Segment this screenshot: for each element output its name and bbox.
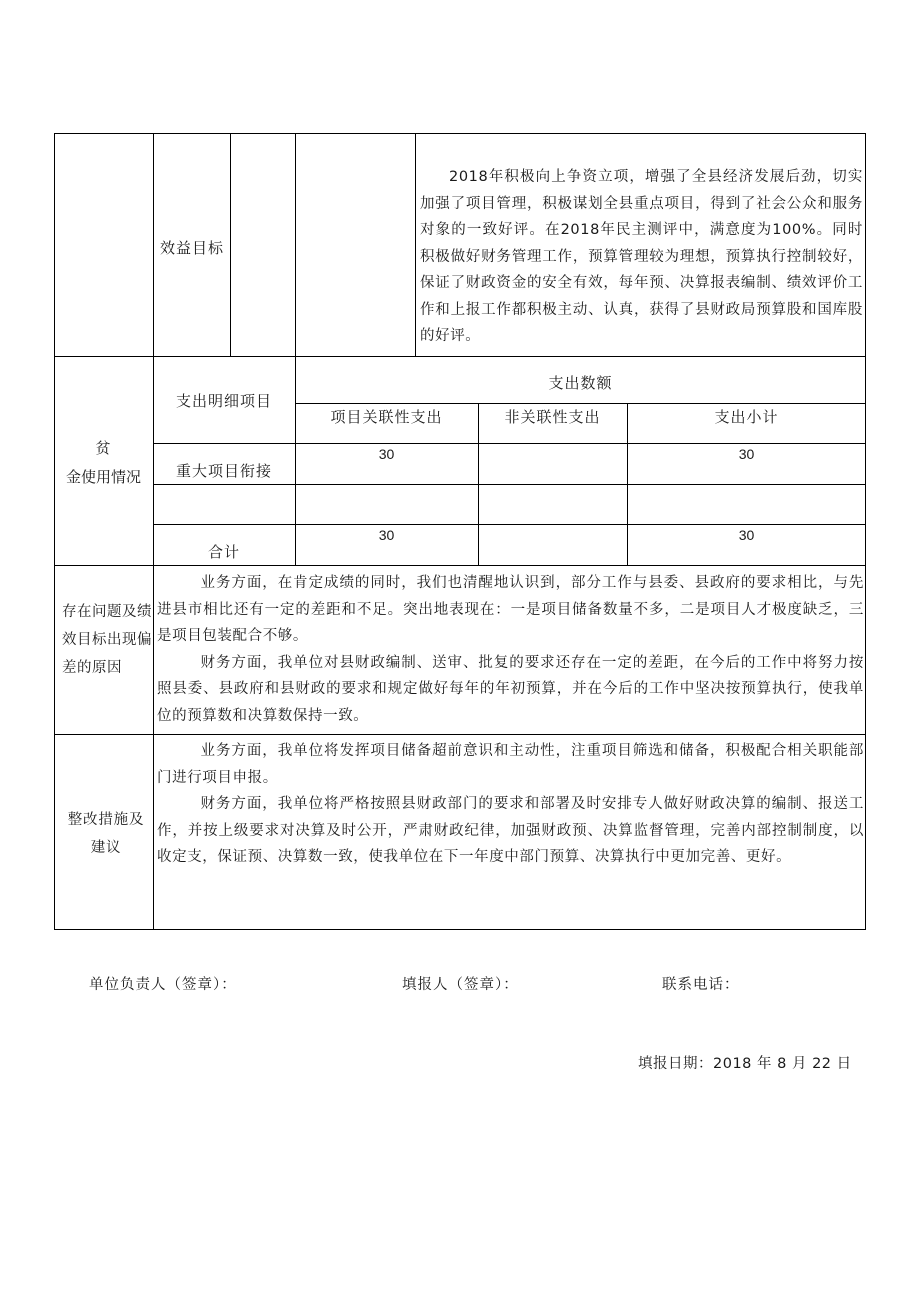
row-related: 30 [378,446,395,462]
funds-label-line1: 贫 [95,439,112,457]
detail-header: 支出明细项目 [175,392,272,410]
rule-bottom [54,929,866,930]
amount-header: 支出数额 [548,374,613,392]
rule-top [54,133,866,134]
problems-text [157,570,864,729]
row-related: 30 [378,527,395,543]
measures-paragraph-1: 业务方面，我单位将发挥项目储备超前意识和主动性，注重项目筛选和储备，积极配合相关职能部门进行项目申报。 [157,743,864,786]
col-unrelated-header: 非关联性支出 [504,408,601,426]
rule-funds-header-bottom [153,443,866,444]
filler-signature: 填报人（签章）： [402,977,519,993]
contact-phone: 联系电话： [662,977,740,993]
rule-benefit-v1 [230,133,231,356]
problems-label: 存在问题及绩效目标出现偏差的原因 [62,604,152,676]
rule-label-col [153,133,154,930]
measures-label: 整改措施及建议 [67,812,145,856]
row-name: 重大项目衔接 [175,462,272,480]
col-subtotal-header: 支出小计 [714,408,779,426]
rule-amount-header-bottom [295,403,866,404]
unit-head-signature: 单位负责人（签章）： [89,977,237,993]
fill-date: 填报日期：2018 年 8 月 22 日 [638,1056,852,1072]
rule-benefit-v3 [415,133,416,356]
row-subtotal: 30 [738,446,755,462]
benefit-label: 效益目标 [160,239,225,257]
measures-paragraph-2: 财务方面，我单位将严格按照县财政部门的要求和部署及时安排专人做好财政决算的编制、报送工作，并按上级要求对决算及时公开，严肃财政纪律，加强财政预、决算监督管理，完善内部控制制度，以收定支，保证预、决算数一致，使我单位在下一年度中部门预算、决算执行中更加完善、更好。 [157,796,864,865]
funds-label-line2: 金使用情况 [65,468,141,486]
rule-benefit-v2 [295,133,296,356]
benefit-text [420,164,863,350]
rule-left [54,133,55,930]
col-related-header: 项目关联性支出 [330,408,443,426]
rule-funds-bottom [54,565,866,566]
benefit-paragraph: 2018年积极向上争资立项，增强了全县经济发展后劲，切实加强了项目管理，积极谋划全县重点项目，得到了社会公众和服务对象的一致好评。在2018年民主测评中，满意度为100%。同时积极做好财务管理工作，预算管理较为理想，预算执行控制较好，保证了财政资金的安全有效，每年预、决算报表编制、绩效评价工作和上报工作都积极主动、认真，获得了县财政局预算股和国库股的好评。 [420,169,863,344]
problems-paragraph-2: 财务方面，我单位对县财政编制、送审、批复的要求还存在一定的差距，在今后的工作中将努力按照县委、县政府和县财政的要求和规定做好每年的年初预算，并在今后的工作中坚决按预算执行，使我单位的预算数和决算数保持一致。 [157,654,864,724]
row-subtotal: 30 [738,527,755,543]
rule-funds-row1-bottom [153,484,866,485]
problems-paragraph-1: 业务方面，在肯定成绩的同时，我们也清醒地认识到，部分工作与县委、县政府的要求相比，与先进县市相比还有一定的差距和不足。突出地表现在：一是项目储备数量不多，二是项目人才极度缺乏，三是项目包装配合不够。 [157,575,864,644]
rule-funds-row2-bottom [153,524,866,525]
rule-problems-bottom [54,734,866,735]
row-name: 合计 [207,543,240,561]
measures-text [157,738,864,871]
rule-benefit-bottom [54,356,866,357]
